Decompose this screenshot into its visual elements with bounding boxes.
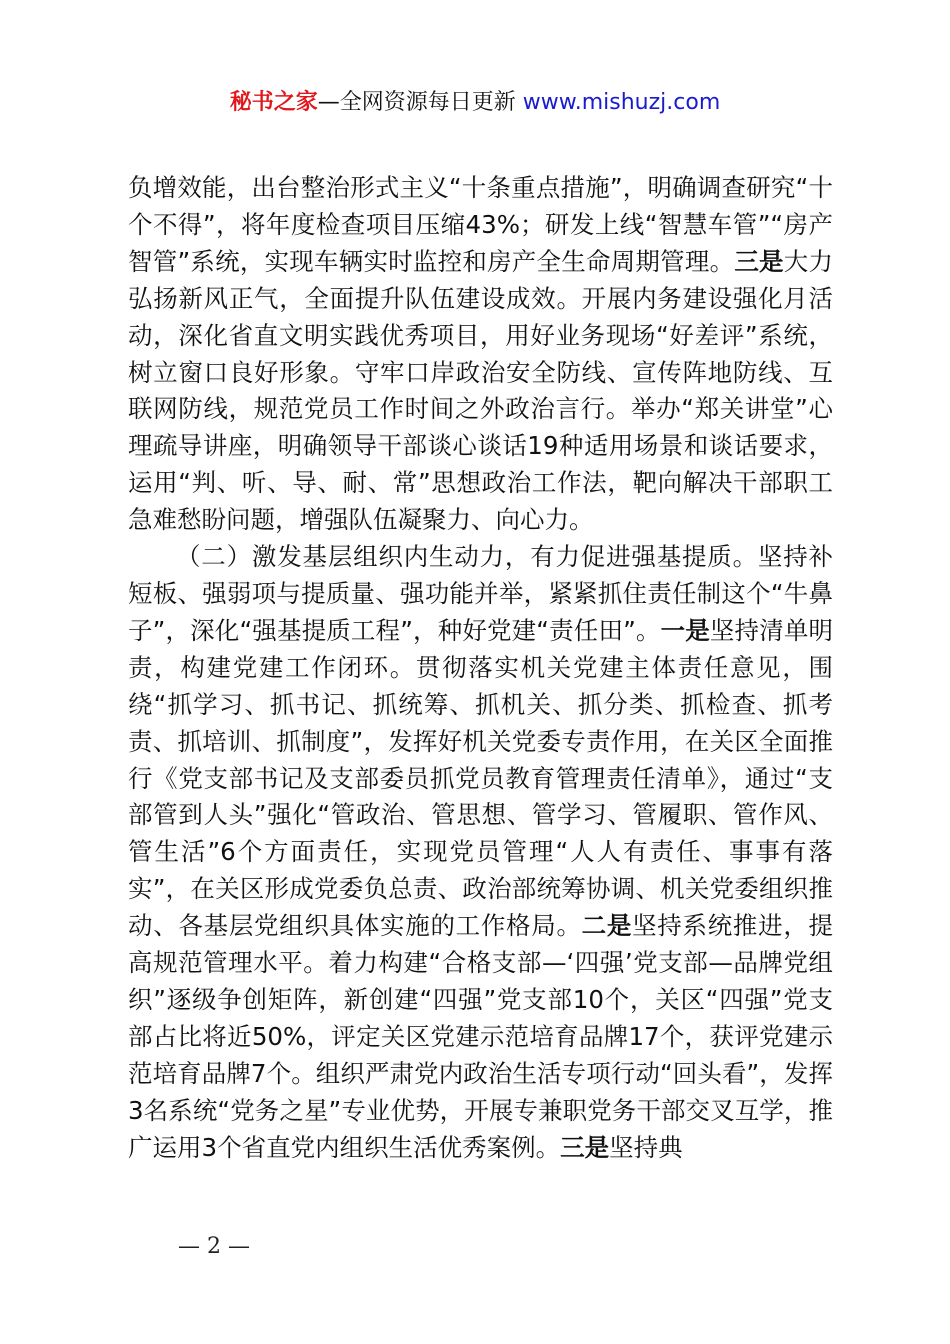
site-url: www.mishuzj.com [522, 90, 721, 115]
paragraph-2 [128, 539, 833, 1166]
text-segment: 坚持清单明责，构建党建工作闭环。贯彻落实机关党建主体责任意见，围绕“抓学习、抓书记、抓统筹、抓机关、抓分类、抓检查、抓考责、抓培训、抓制度”，发挥好机关党委专责作用，在关区全面推行《党支部书记及支部委员抓党员教育管理责任清单》，通过“支部管到人头”强化“管政治、管思想、管学习、管履职、管作风、管生活”6个方面责任，实现党员管理“人人有责任、事事有落实”，在关区形成党委负总责、政治部统筹协调、机关党委组织推动、各基层党组织具体实施的工作格局。 [128, 615, 834, 941]
document-body [128, 170, 833, 1166]
text-segment: （二）激发基层组织内生动力，有力促进强基提质。坚持补短板、强弱项与提质量、强功能并举，紧紧抓住责任制这个“牛鼻子”，深化“强基提质工程”，种好党建“责任田”。 [128, 542, 833, 645]
text-segment: 大力弘扬新风正气，全面提升队伍建设成效。开展内务建设强化月活动，深化省直文明实践优秀项目，用好业务现场“好差评”系统，树立窗口良好形象。守牢口岸政治安全防线、宣传阵地防线、互联网防线，规范党员工作时间之外政治言行。举办“郑关讲堂”心理疏导讲座，明确领导干部谈心谈话19种适用场景和谈话要求，运用“判、听、导、耐、常”思想政治工作法，靶向解决干部职工急难愁盼问题，增强队伍凝聚力、向心力。 [128, 246, 833, 535]
text-segment: 负增效能，出台整治形式主义“十条重点措施”，明确调查研究“十个不得”，将年度检查项目压缩43%；研发上线“智慧车管”“房产智管”系统，实现车辆实时监控和房产全生命周期管理。 [128, 173, 833, 276]
page-number: — 2 — [178, 1234, 250, 1259]
bold-marker: 三是 [734, 246, 784, 276]
bold-marker: 二是 [581, 911, 633, 941]
bold-marker: 三是 [560, 1132, 610, 1162]
banner-slogan: —全网资源每日更新 [317, 90, 523, 115]
text-segment: 坚持系统推进，提高规范管理水平。着力构建“合格支部—‘四强’党支部—品牌党组织”逐级争创矩阵，新创建“四强”党支部10个，关区“四强”党支部占比将近50%，评定关区党建示范培育品牌17个，获评党建示范培育品牌7个。组织严肃党内政治生活专项行动“回头看”，发挥3名系统“党务之星”专业优势，开展专兼职党务干部交叉互学，推广运用3个省直党内组织生活优秀案例。 [128, 911, 834, 1162]
text-segment: 坚持典 [609, 1132, 683, 1162]
bold-marker: 一是 [660, 615, 710, 645]
site-banner [0, 86, 950, 120]
brand-name: 秘书之家 [229, 90, 318, 115]
paragraph-1 [128, 170, 833, 539]
